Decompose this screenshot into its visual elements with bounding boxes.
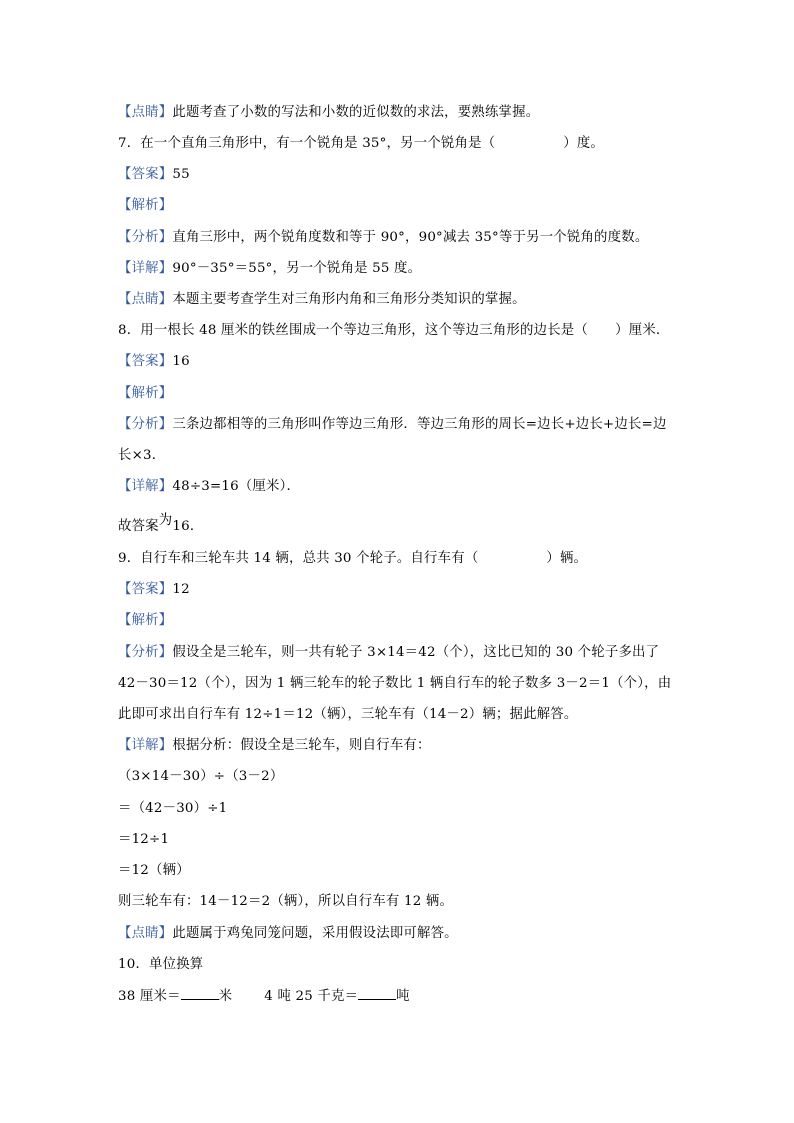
question-8: 8．用一根长 48 厘米的铁丝围成一个等边三角形，这个等边三角形的边长是（ ）厘米． <box>118 323 670 338</box>
analysis-tag: 【分析】 <box>118 645 173 660</box>
analysis-tag: 【分析】 <box>118 417 173 432</box>
question-9: 9．自行车和三轮车共 14 辆，总共 30 个轮子。自行车有（ ）辆。 <box>118 551 588 566</box>
question-7: 7．在一个直角三角形中，有一个锐角是 35°，另一个锐角是（ ）度。 <box>118 136 604 151</box>
remark-line <box>118 925 458 943</box>
remark-line <box>118 291 526 309</box>
conversion-1-unit: 米 <box>218 989 233 1004</box>
conversion-1-expr: 38 厘米＝ <box>118 989 181 1004</box>
unit-conversion-line <box>118 987 410 1006</box>
answer-text: 16 <box>172 354 190 369</box>
analysis-continuation: 此即可求出自行车有 12÷1＝12（辆），三轮车有（14－2）辆；据此解答。 <box>118 707 578 722</box>
remark-tag: 【点睛】 <box>118 926 173 941</box>
analysis-text: 三条边都相等的三角形叫作等边三角形．等边三角形的周长=边长+边长+边长=边 <box>172 417 667 432</box>
explanation-tag: 【解析】 <box>118 386 173 401</box>
question-10: 10．单位换算 <box>118 957 204 972</box>
calc-conclusion: 则三轮车有：14－12＝2（辆），所以自行车有 12 辆。 <box>118 894 454 909</box>
conclusion-value: 16． <box>172 519 204 534</box>
analysis-tag: 【分析】 <box>118 230 173 245</box>
answer-text: 12 <box>172 582 190 597</box>
answer-tag: 【答案】 <box>118 582 173 597</box>
answer-line <box>118 581 190 599</box>
explanation-tag: 【解析】 <box>118 198 173 213</box>
analysis-continuation: 长×3． <box>118 448 166 463</box>
analysis-continuation: 42－30＝12（个），因为 1 辆三轮车的轮子数比 1 辆自行车的轮子数多 3－2＝1（个），由 <box>118 676 672 691</box>
conclusion-prefix: 故答案 <box>118 519 159 534</box>
remark-line <box>118 104 539 122</box>
answer-line <box>118 166 190 184</box>
conversion-2-unit: 吨 <box>396 989 410 1004</box>
answer-tag: 【答案】 <box>118 354 173 369</box>
detail-tag: 【详解】 <box>118 738 173 753</box>
detail-tag: 【详解】 <box>118 479 173 494</box>
remark-text: 此题属于鸡兔同笼问题，采用假设法即可解答。 <box>172 926 458 941</box>
explanation-line <box>118 385 172 403</box>
detail-text: 根据分析：假设全是三轮车，则自行车有： <box>172 738 431 753</box>
conversion-1 <box>118 989 232 1004</box>
analysis-text: 直角三形中，两个锐角度数和等于 90°，90°减去 35°等于另一个锐角的度数。 <box>172 230 649 245</box>
explanation-line <box>118 197 172 215</box>
remark-text: 此题考查了小数的写法和小数的近似数的求法，要熟练掌握。 <box>172 105 540 120</box>
calc-step: ＝（42－30）÷1 <box>118 801 228 816</box>
explanation-line <box>118 612 172 630</box>
remark-text: 本题主要考查学生对三角形内角和三角形分类知识的掌握。 <box>172 292 526 307</box>
calc-step: ＝12÷1 <box>118 832 170 847</box>
detail-text: 48÷3=16（厘米）． <box>172 479 301 494</box>
answer-tag: 【答案】 <box>118 167 173 182</box>
analysis-line <box>118 644 659 662</box>
answer-blank <box>181 987 219 1000</box>
remark-tag: 【点睛】 <box>118 292 173 307</box>
detail-line <box>118 260 421 278</box>
calc-step: ＝12（辆） <box>118 863 190 878</box>
conclusion-line <box>118 513 204 536</box>
conversion-2-expr: 4 吨 25 千克＝ <box>264 989 359 1004</box>
detail-line <box>118 478 300 496</box>
detail-text: 90°－35°＝55°，另一个锐角是 55 度。 <box>172 261 422 276</box>
detail-line <box>118 737 431 755</box>
analysis-line <box>118 229 648 247</box>
explanation-tag: 【解析】 <box>118 613 173 628</box>
calc-step: （3×14－30）÷（3－2） <box>118 769 284 784</box>
answer-blank <box>358 987 396 1000</box>
remark-tag: 【点睛】 <box>118 105 173 120</box>
answer-text: 55 <box>172 167 190 182</box>
analysis-text: 假设全是三轮车，则一共有轮子 3×14＝42（个），这比已知的 30 个轮子多出了 <box>172 645 660 660</box>
conclusion-raised-char: 为 <box>158 513 173 528</box>
analysis-line <box>118 416 667 434</box>
conversion-2 <box>264 989 409 1004</box>
detail-tag: 【详解】 <box>118 261 173 276</box>
answer-line <box>118 353 190 371</box>
